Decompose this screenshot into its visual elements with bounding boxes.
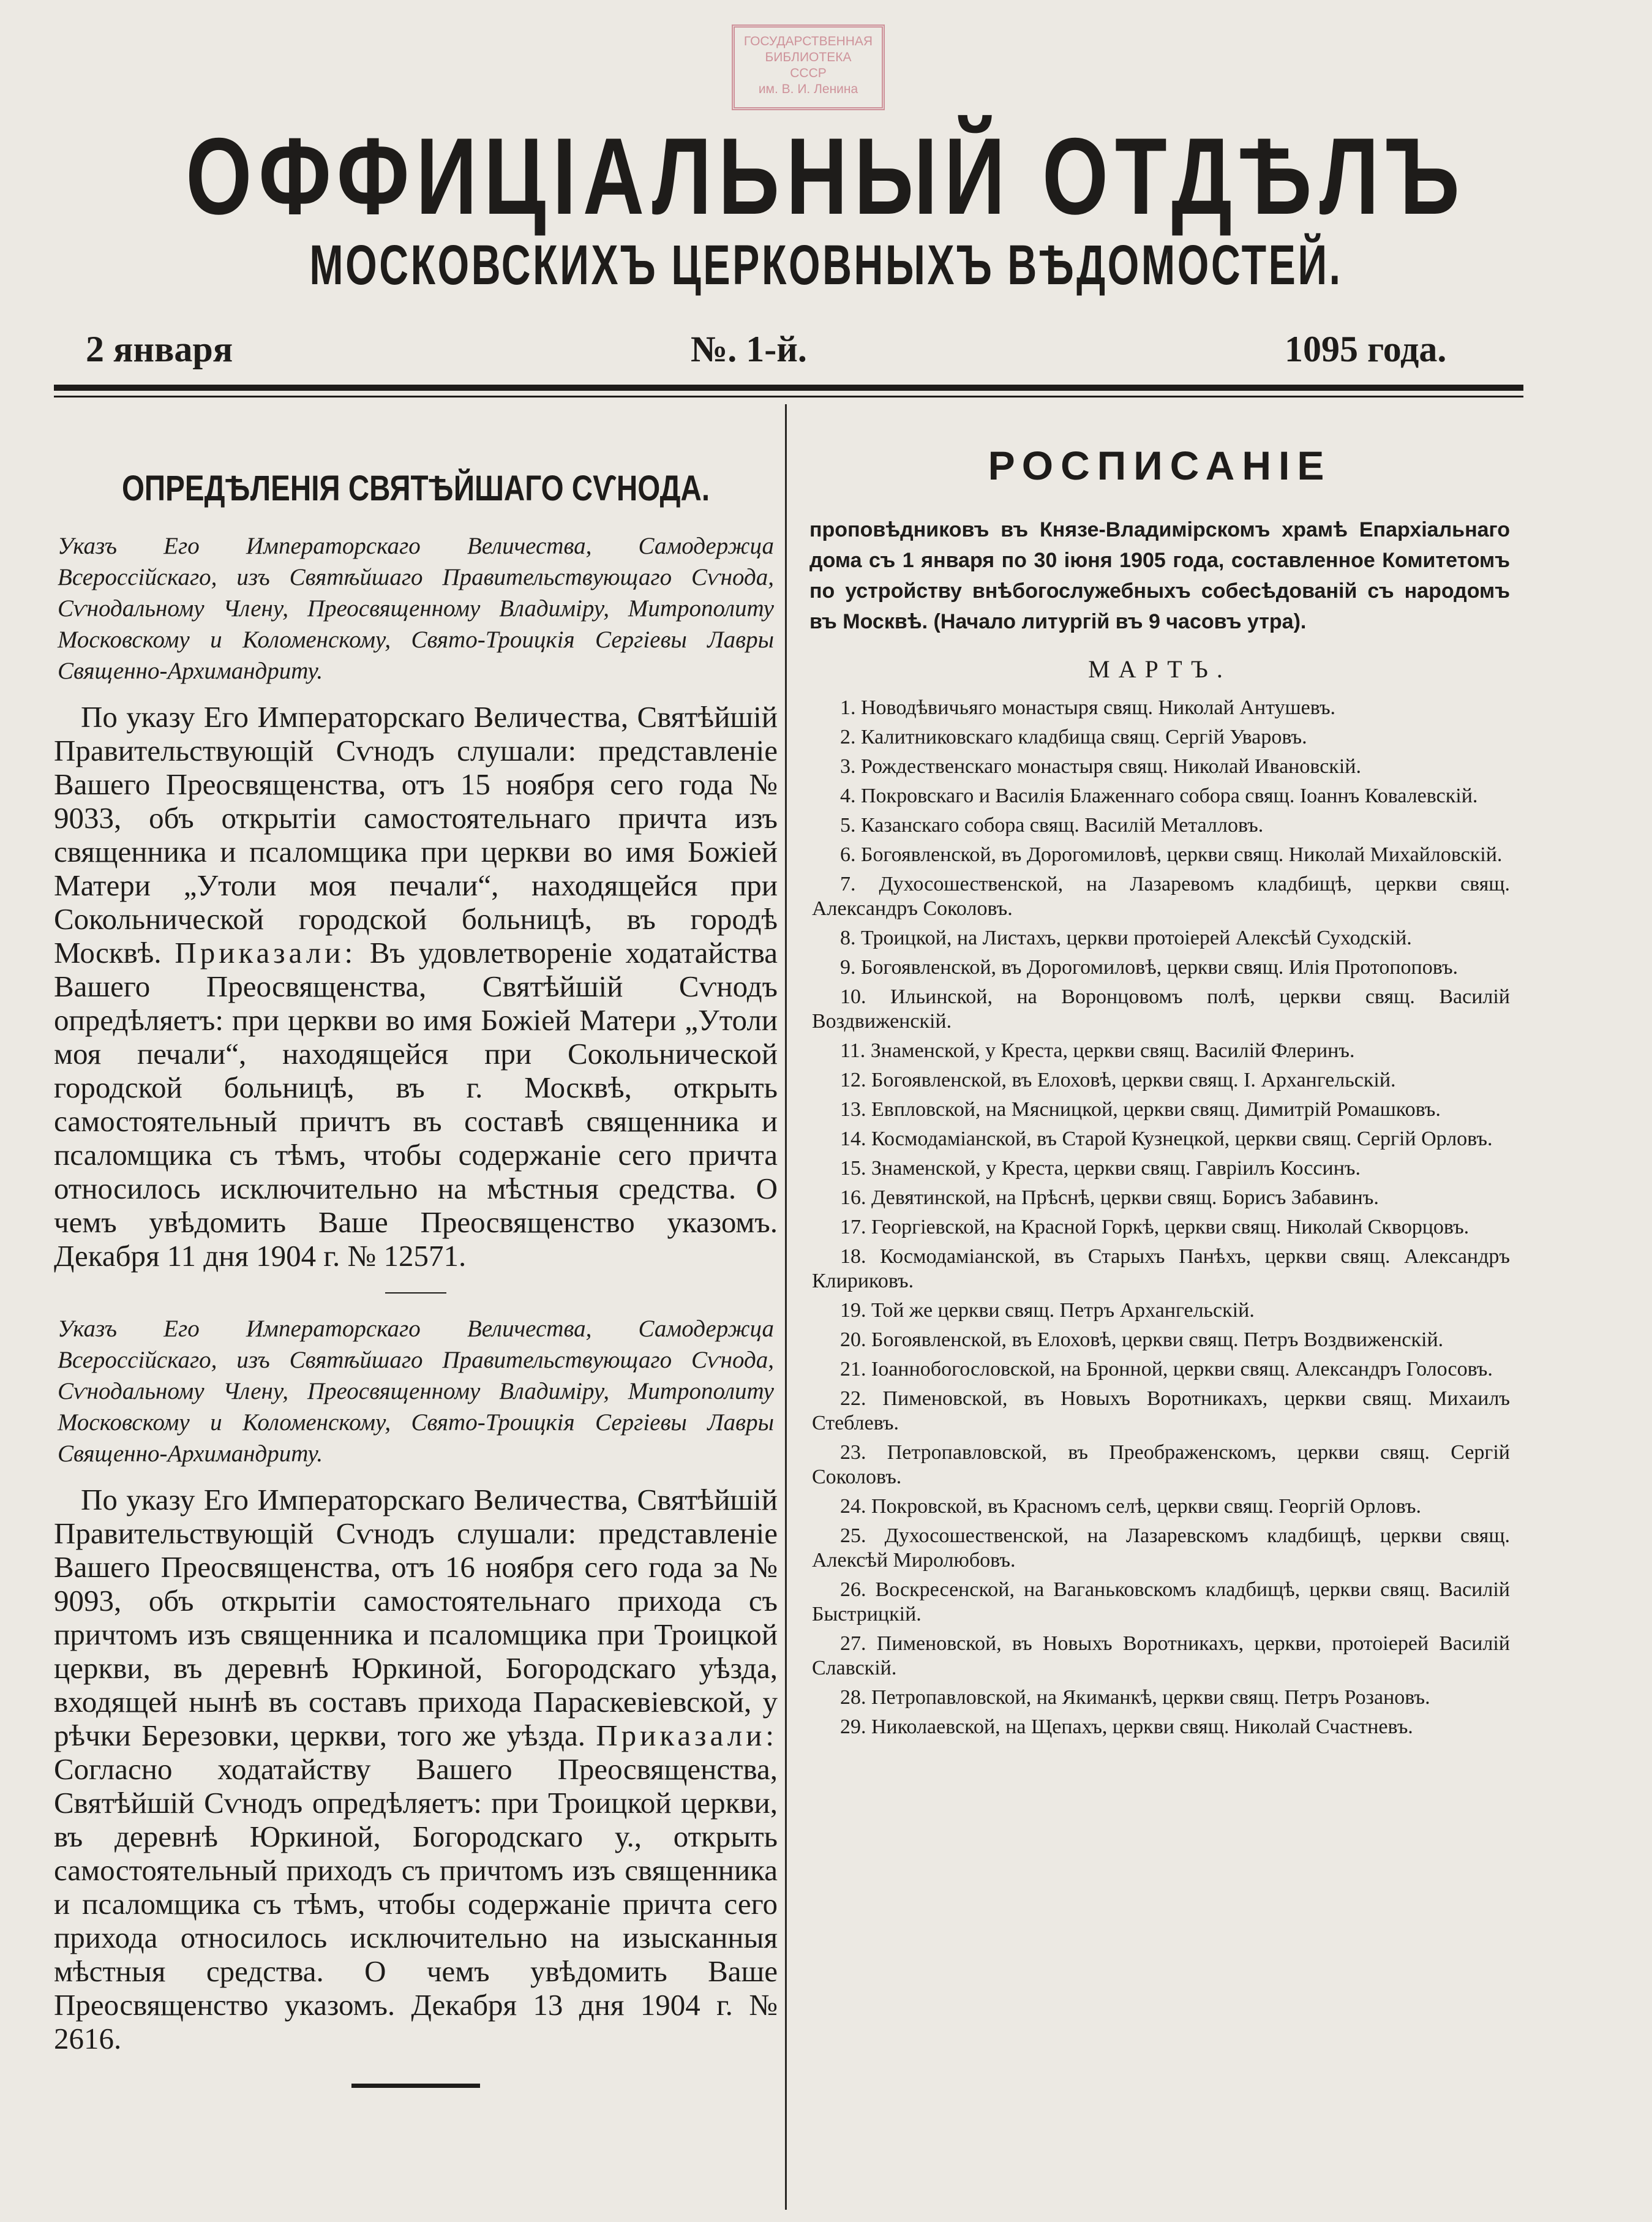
decree1-ordered: Приказали: [175, 936, 357, 970]
decree2-text [54, 1483, 778, 2055]
preacher-list [796, 696, 1523, 1739]
list-item: 18. Космодаміанской, въ Старыхъ Панѣхъ, церкви свящ. Александръ Клириковъ. [812, 1245, 1510, 1292]
list-item: 15. Знаменской, у Креста, церкви свящ. Гавріилъ Коссинъ. [840, 1157, 1361, 1180]
list-item: 5. Казанскаго собора свящ. Василій Металловъ. [840, 814, 1264, 837]
issue-year: 1095 года. [1285, 329, 1447, 369]
list-item: 23. Петропавловской, въ Преображенскомъ, церкви свящ. Сергій Соколовъ. [812, 1441, 1510, 1488]
list-item: 6. Богоявленской, въ Дорогомиловѣ, церкви свящ. Николай Михайловскій. [840, 843, 1503, 866]
decree1-text-a: По указу Его Императорскаго Величества, Святѣйшій Правительствующій Сѵнодъ слушали: представленіе Вашего Преосвященства, отъ 15 ноября сего года № 9033, объ открытіи самостоятельнаго причта изъ священника и псаломщика при церкви во имя Божіей Матери „Утоли моя печали“, находящейся при Сокольнической городской больницѣ, въ городѣ Москвѣ. [54, 700, 778, 970]
column-divider [785, 404, 787, 2210]
end-rule [351, 2084, 480, 2088]
schedule-heading: РОСПИСАНІЕ [988, 443, 1332, 488]
schedule-intro: проповѣдниковъ въ Князе-Владимірскомъ храмѣ Епархіальнаго дома съ 1 января по 30 іюня 1905 года, составленное Комитетомъ по устройству внѣбогослужебныхъ собесѣдованій съ народомъ въ Москвѣ. (Начало литургій въ 9 часовъ утра). [809, 518, 1510, 633]
decree-separator [385, 1292, 446, 1294]
issue-number: №. 1-й. [691, 329, 807, 369]
list-item: 25. Духосошественской, на Лазаревскомъ кладбищѣ, церкви свящ. Алексѣй Миролюбовъ. [812, 1524, 1510, 1572]
stamp-line: БИБЛИОТЕКА [765, 50, 852, 64]
list-item: 29. Николаевской, на Щепахъ, церкви свящ. Николай Счастневъ. [840, 1715, 1413, 1738]
list-item: 11. Знаменской, у Креста, церкви свящ. Василій Флеринъ. [840, 1039, 1355, 1062]
left-column [54, 465, 778, 2088]
synod-heading: ОПРЕДѢЛЕНІЯ СВЯТѢЙШАГО СѴНОДА. [121, 469, 710, 508]
list-item: 9. Богоявленской, въ Дорогомиловѣ, церкви свящ. Илія Протопоповъ. [840, 956, 1459, 979]
list-item: 1. Новодѣвичьяго монастыря свящ. Николай Антушевъ. [840, 696, 1336, 719]
header-rule-thin [54, 396, 1523, 397]
stamp-line: ГОСУДАРСТВЕННАЯ [743, 34, 873, 48]
list-item: 7. Духосошественской, на Лазаревомъ кладбищѣ, церкви свящ. Александръ Соколовъ. [812, 873, 1510, 920]
list-item: 16. Девятинской, на Прѣснѣ, церкви свящ. Борисъ Забавинъ. [840, 1186, 1379, 1209]
list-item: 14. Космодаміанской, въ Старой Кузнецкой, церкви свящ. Сергій Орловъ. [840, 1128, 1493, 1150]
list-item: 3. Рождественскаго монастыря свящ. Николай Ивановскій. [840, 755, 1361, 778]
list-item: 13. Евпловской, на Мясницкой, церкви свящ. Димитрій Ромашковъ. [840, 1098, 1441, 1121]
decree2-ordered: Приказали: [596, 1719, 778, 1752]
decree1-text [54, 700, 778, 1273]
list-item: 8. Троицкой, на Листахъ, церкви протоіерей Алексѣй Суходскій. [840, 927, 1412, 949]
stamp-line: СССР [790, 66, 827, 80]
list-item: 4. Покровскаго и Василія Блаженнаго собора свящ. Іоаннъ Ковалевскій. [840, 785, 1478, 807]
library-stamp [732, 24, 885, 110]
masthead-subtitle: МОСКОВСКИХЪ ЦЕРКОВНЫХЪ ВѢДОМОСТЕЙ. [309, 234, 1343, 296]
list-item: 28. Петропавловской, на Якиманкѣ, церкви свящ. Петръ Розановъ. [840, 1686, 1430, 1709]
list-item: 10. Ильинской, на Воронцовомъ полѣ, церкви свящ. Василій Воздвиженскій. [812, 985, 1510, 1033]
list-item: 22. Пименовской, въ Новыхъ Воротникахъ, церкви свящ. Михаилъ Стеблевъ. [812, 1387, 1510, 1434]
decree2-text-a: По указу Его Императорскаго Величества, Святѣйшій Правительствующій Сѵнодъ слушали: представленіе Вашего Преосвященства, отъ 16 ноября сего года за № 9093, объ открытіи самостоятельнаго прихода съ причтомъ изъ священника и псаломщика при Троицкой церкви, въ деревнѣ Юркиной, Богородскаго уѣзда, входящей нынѣ въ составъ прихода Параскевіевской, у рѣчки Березовки, церкви, того же уѣзда. [54, 1483, 778, 1752]
issue-date: 2 января [86, 329, 233, 369]
decree2-text-b: Согласно ходатайству Вашего Преосвященства, Святѣйшій Сѵнодъ опредѣляетъ: при Троицкой церкви, въ деревнѣ Юркиной, Богородскаго у., открыть самостоятельный приходъ съ причтомъ изъ священника и псаломщика съ тѣмъ, чтобы содержаніе причта сего прихода относилось исключительно на изысканныя мѣстныя средства. О чемъ увѣдомить Ваше Преосвященство указомъ. Декабря 13 дня 1904 г. № 2616. [54, 1752, 778, 2055]
masthead-title: ОФФИЦІАЛЬНЫЙ ОТДѢЛЪ [186, 115, 1466, 237]
decree1-text-b: Въ удовлетвореніе ходатайства Вашего Преосвященства, Святѣйшій Сѵнодъ опредѣляетъ: при церкви во имя Божіей Матери „Утоли моя печали“, находящейся при Сокольнической городской больницѣ, въ г. Москвѣ, открыть самостоятельный причтъ въ составѣ священника и псаломщика съ тѣмъ, чтобы содержаніе сего причта относилось исключительно на мѣстныя средства. О чемъ увѣдомить Ваше Преосвященство указомъ. Декабря 11 дня 1904 г. № 12571. [54, 936, 778, 1273]
header-rule-thick [54, 385, 1523, 391]
list-item: 26. Воскресенской, на Ваганьковскомъ кладбищѣ, церкви свящ. Василій Быстрицкій. [812, 1578, 1510, 1625]
stamp-line: им. В. И. Ленина [758, 82, 858, 96]
right-column [796, 441, 1523, 1744]
list-item: 17. Георгіевской, на Красной Горкѣ, церкви свящ. Николай Скворцовъ. [840, 1216, 1470, 1238]
list-item: 20. Богоявленской, въ Елоховѣ, церкви свящ. Петръ Воздвиженскій. [840, 1328, 1444, 1351]
month-heading: МАРТЪ. [1088, 655, 1231, 683]
list-item: 19. Той же церкви свящ. Петръ Архангельскій. [840, 1299, 1255, 1322]
list-item: 21. Іоаннобогословской, на Бронной, церкви свящ. Александръ Голосовъ. [840, 1358, 1493, 1380]
list-item: 27. Пименовской, въ Новыхъ Воротникахъ, церкви, протоіерей Василій Славскій. [812, 1632, 1510, 1679]
list-item: 12. Богоявленской, въ Елоховѣ, церкви свящ. І. Архангельскій. [840, 1069, 1396, 1091]
list-item: 24. Покровской, въ Красномъ селѣ, церкви свящ. Георгій Орловъ. [840, 1495, 1421, 1518]
decree1-title: Указъ Его Императорскаго Величества, Самодержца Всероссійскаго, изъ Святѣйшаго Правительствующаго Сѵнода, Сѵнодальному Члену, Преосвященному Владиміру, Митрополиту Московскому и Коломенскому, Свято-Троицкія Сергіевы Лавры Священно-Архимандриту. [58, 533, 774, 684]
decree2-title: Указъ Его Императорскаго Величества, Самодержца Всероссійскаго, изъ Святѣйшаго Правительствующаго Сѵнода, Сѵнодальному Члену, Преосвященному Владиміру, Митрополиту Московскому и Коломенскому, Свято-Троицкія Сергіевы Лавры Священно-Архимандриту. [58, 1316, 774, 1467]
list-item: 2. Калитниковскаго кладбища свящ. Сергій Уваровъ. [840, 726, 1307, 748]
